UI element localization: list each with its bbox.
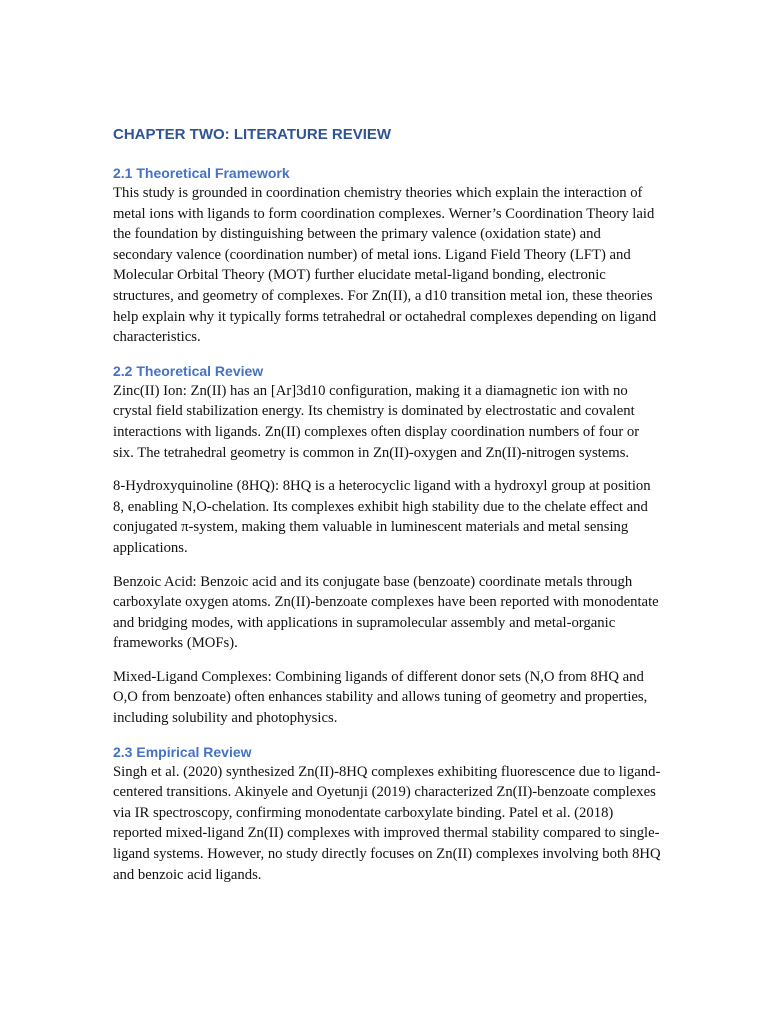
paragraph: This study is grounded in coordination chemistry theories which explain the interaction of metal ions with ligands to form coordination complexes. Werner’s Coordination Theory laid the foundation by distinguishing between the primary valence (oxidation state) and secondary valence (coordination number) of metal ions. Ligand Field Theory (LFT) and Molecular Orbital Theory (MOT) further elucidate metal-ligand bonding, electronic structures, and geometry of complexes. For Zn(II), a d10 transition metal ion, these theories help explain why it typically forms tetrahedral or octahedral complexes depending on ligand characteristics.	[113, 185, 657, 346]
paragraph: Benzoic Acid: Benzoic acid and its conjugate base (benzoate) coordinate metals through carboxylate oxygen atoms. Zn(II)-benzoate complexes have been reported with monodentate and bridging modes, with applications in supramolecular assembly and metal-organic frameworks (MOFs).	[113, 573, 659, 652]
section-theoretical-framework	[113, 163, 661, 348]
chapter-title: CHAPTER TWO: LITERATURE REVIEW	[113, 126, 392, 143]
paragraph: Mixed-Ligand Complexes: Combining ligands of different donor sets (N,O from 8HQ and O,O from benzoate) often enhances stability and allows tuning of geometry and properties, including solubility and photophysics.	[113, 668, 648, 727]
section-empirical-review	[113, 742, 661, 886]
paragraph: Singh et al. (2020) synthesized Zn(II)-8HQ complexes exhibiting fluorescence due to ligand-centered transitions. Akinyele and Oyetunji (2019) characterized Zn(II)-benzoate complexes via IR spectroscopy, confirming monodentate carboxylate binding. Patel et al. (2018) reported mixed-ligand Zn(II) complexes with improved thermal stability compared to single-ligand systems. However, no study directly focuses on Zn(II) complexes involving both 8HQ and benzoic acid ligands.	[113, 763, 661, 883]
section-heading: 2.3 Empirical Review	[113, 743, 252, 760]
paragraph: Zinc(II) Ion: Zn(II) has an [Ar]3d10 configuration, making it a diamagnetic ion with no crystal field stabilization energy. Its chemistry is dominated by electrostatic and covalent interactions with ligands. Zn(II) complexes often display coordination numbers of four or six. The tetrahedral geometry is common in Zn(II)-oxygen and Zn(II)-nitrogen systems.	[113, 382, 640, 461]
section-heading: 2.2 Theoretical Review	[113, 362, 264, 379]
section-heading: 2.1 Theoretical Framework	[113, 165, 290, 181]
document-page	[113, 124, 661, 885]
paragraph: 8-Hydroxyquinoline (8HQ): 8HQ is a heterocyclic ligand with a hydroxyl group at position 8, enabling N,O-chelation. Its complexes exhibit high stability due to the chelate effect and conjugated π-system, making them valuable in luminescent materials and metal sensing applications.	[113, 478, 651, 556]
section-theoretical-review	[113, 361, 661, 729]
